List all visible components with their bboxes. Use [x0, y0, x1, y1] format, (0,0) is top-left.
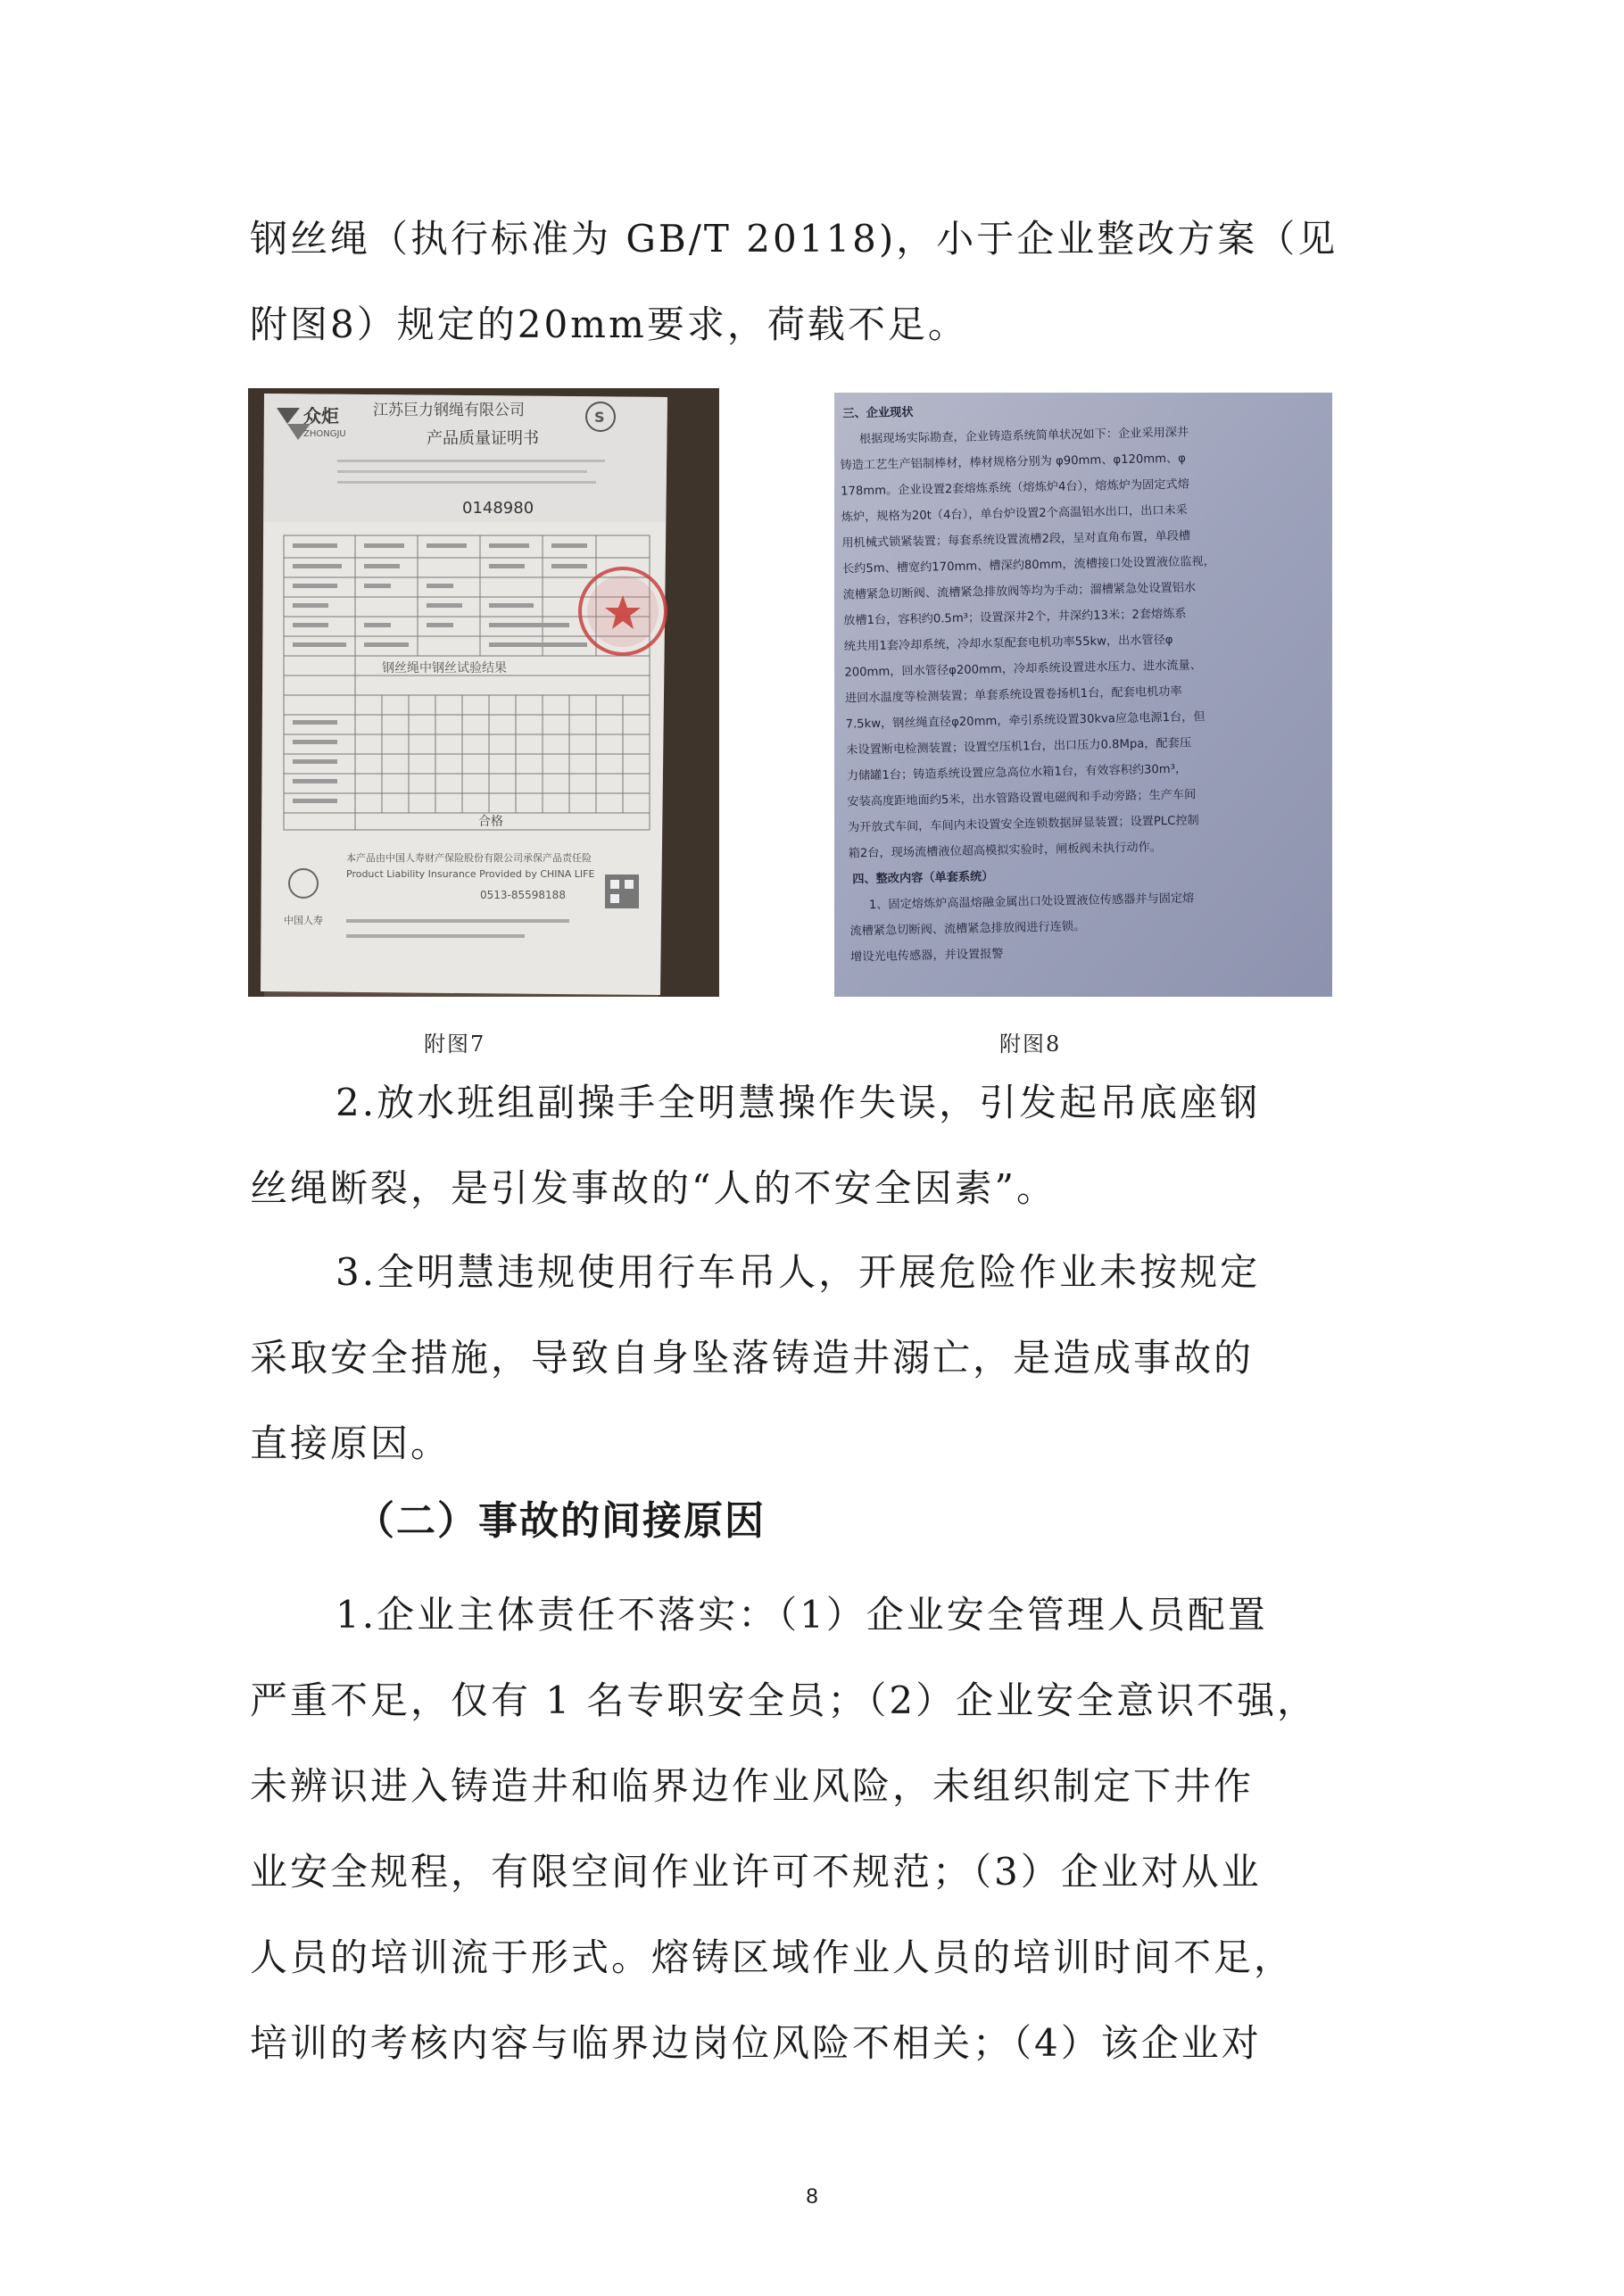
- figure-7-caption: 附图7: [424, 1032, 486, 1057]
- section-heading-indirect-causes: （二）事故的间接原因: [355, 1498, 766, 1544]
- logo-subtext: ZHONGJU: [303, 429, 346, 439]
- plan-text-line: 用机械式锁紧装置；每套系统设置流槽2段，呈对直角布置，单段槽: [841, 529, 1191, 551]
- plan-document-photo-image: [834, 393, 1332, 997]
- plan-text-line: 三、企业现状: [842, 405, 914, 421]
- insurance-note-en: Product Liability Insurance Provided by CHINA LIFE: [346, 868, 595, 880]
- logo-text: 众炬: [303, 405, 339, 427]
- page-number: 8: [806, 2184, 818, 2209]
- text-line: 附图8）规定的20mm要求，荷载不足。: [250, 303, 968, 346]
- plan-text-line: 放槽1台，容积约0.5m³；设置深井2个，井深约13米；2套熔炼系: [843, 607, 1187, 628]
- text-line: 培训的考核内容与临界边岗位风险不相关；（4）该企业对: [250, 2021, 1262, 2065]
- text-line: 业安全规程，有限空间作业许可不规范；（3）企业对从业: [250, 1850, 1262, 1894]
- plan-text-line: 炼炉，规格为20t（4台），单台炉设置2个高温铝水出口，出口未采: [841, 503, 1189, 525]
- text-line: 丝绳断裂，是引发事故的“人的不安全因素”。: [250, 1166, 1056, 1210]
- text-line: 未辨识进入铸造井和临界边作业风险，未组织制定下井作: [250, 1764, 1255, 1808]
- plan-text-line: 根据现场实际勘查，企业铸造系统简单状况如下：企业采用深井: [858, 426, 1189, 447]
- paragraph-indirect-cause-1: [250, 1572, 1392, 2086]
- certificate-photo-image: [248, 388, 719, 997]
- plan-text-line: 未设置断电检测装置；设置空压机1台，出口压力0.8Mpa，配套压: [846, 736, 1192, 758]
- text-line: 1.企业主体责任不落实：（1）企业安全管理人员配置: [336, 1593, 1268, 1637]
- plan-text-line: 增设光电传感器，并设置报警: [849, 947, 1004, 965]
- certificate-number: 0148980: [462, 499, 534, 518]
- red-seal-stamp: [580, 568, 666, 654]
- text-line: 2.放水班组副操手全明慧操作失误，引发起吊底座钢: [336, 1081, 1261, 1124]
- plan-text-line: 进回水温度等检测装置；单套系统设置卷扬机1台，配套电机功率: [844, 684, 1182, 706]
- result-text: 合格: [478, 815, 503, 829]
- figure-8-rectification-plan-photo: [834, 393, 1332, 997]
- plan-text-line: 四、整改内容（单套系统）: [852, 870, 994, 887]
- document-title: 产品质量证明书: [427, 429, 539, 448]
- plan-text-line: 铸造工艺生产铝制棒材，棒材规格分别为 φ90mm、φ120mm、φ: [840, 452, 1187, 473]
- text-line: 直接原因。: [250, 1422, 452, 1465]
- plan-text-line: 7.5kw，钢丝绳直径φ20mm，牵引系统设置30kva应急电源1台，但: [845, 710, 1206, 732]
- phone-number: 0513-85598188: [480, 889, 566, 901]
- insurer-name: 中国人寿: [284, 915, 323, 926]
- plan-text-line: 178mm。企业设置2套熔炼系统（熔炼炉4台），熔炼炉为固定式熔: [841, 477, 1189, 499]
- table-title: 钢丝绳中钢丝试验结果: [382, 661, 507, 676]
- plan-text-line: 长约5m、槽宽约170mm、槽深约80mm，流槽接口处设置液位监视，: [841, 554, 1215, 576]
- paragraph-cause-3: [250, 1230, 1392, 1487]
- plan-text-line: 流槽紧急切断阀、流槽紧急排放阀等均为手动；溜槽紧急处设置铝水: [842, 581, 1197, 602]
- text-line: 3.全明慧违规使用行车吊人，开展危险作业未按规定: [336, 1250, 1261, 1294]
- plan-text-line: 200mm，回水管径φ200mm，冷却系统设置进水压力、进水流量、: [844, 659, 1203, 680]
- text-line: 采取安全措施，导致自身坠落铸造井溺亡，是造成事故的: [250, 1336, 1255, 1380]
- text-line: 人员的培训流于形式。熔铸区域作业人员的培训时间不足，: [250, 1935, 1295, 1979]
- figure-7-quality-certificate-photo: [248, 388, 719, 997]
- svg-text:S: S: [594, 409, 605, 426]
- figure-8-caption: 附图8: [999, 1032, 1062, 1057]
- paragraph-cause-2: [250, 1060, 1392, 1231]
- plan-text-line: 统共用1套冷却系统，冷却水泵配套电机功率55kw，出水管径φ: [843, 633, 1173, 654]
- company-name: 江苏巨力钢绳有限公司: [373, 402, 525, 419]
- plan-text-line: 安装高度距地面约5米，出水管路设置电磁阀和手动旁路；生产车间: [847, 788, 1197, 809]
- plan-text-line: 箱2台，现场流槽液位超高模拟实验时，闸板阀未执行动作。: [848, 841, 1163, 861]
- plan-text-line: 1、固定熔炼炉高温熔融金属出口处设置液位传感器并与固定熔: [868, 891, 1195, 913]
- plan-text-line: 为开放式车间，车间内未设置安全连锁数据屏显装置；设置PLC控制: [847, 814, 1199, 835]
- qr-code-icon: [605, 874, 639, 908]
- plan-text-line: 流槽紧急切断阀、流槽紧急排放阀进行连锁。: [849, 920, 1086, 939]
- plan-text-line: 力储罐1台；铸造系统设置应急高位水箱1台，有效容积约30m³，: [846, 762, 1188, 783]
- text-line: 严重不足，仅有 1 名专职安全员；（2）企业安全意识不强，: [250, 1678, 1318, 1722]
- insurance-note: 本产品由中国人寿财产保险股份有限公司承保产品责任险: [346, 852, 592, 864]
- paragraph-wire-rope: [250, 196, 1392, 368]
- text-line: 钢丝绳（执行标准为 GB/T 20118)，小于企业整改方案（见: [250, 217, 1338, 261]
